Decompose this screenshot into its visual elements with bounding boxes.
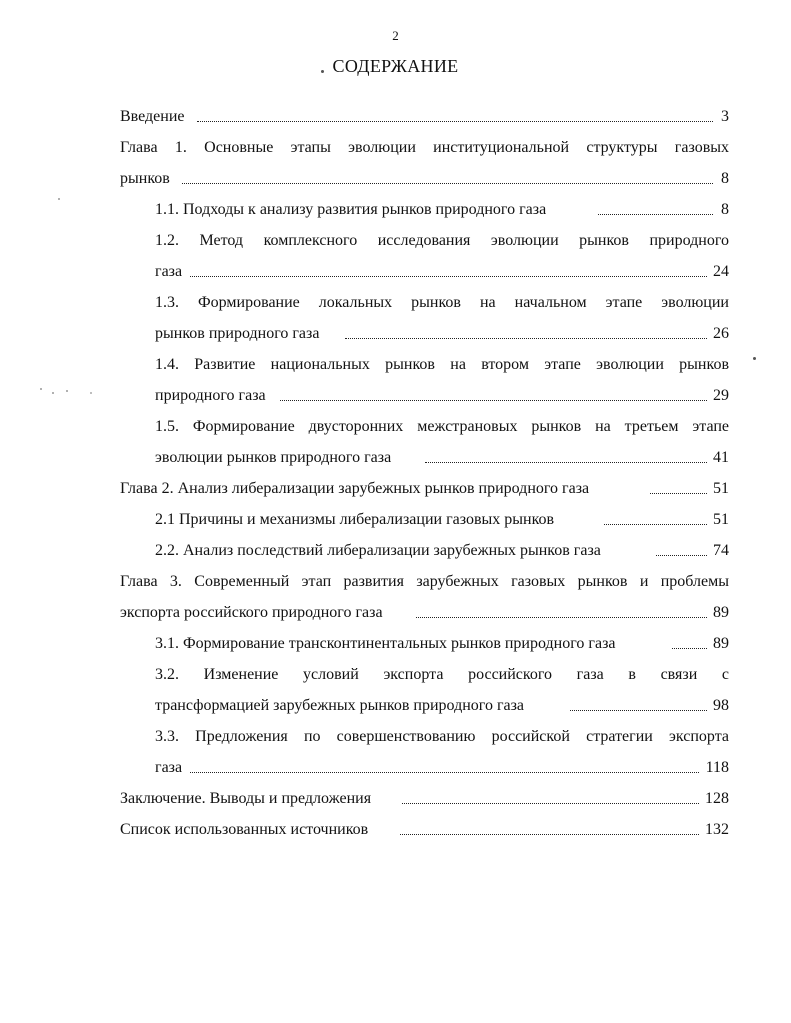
- toc-entry-page: 118: [705, 759, 729, 776]
- toc-entry-page: 74: [713, 542, 729, 559]
- toc-entry-page: 8: [721, 170, 729, 187]
- toc-entry-1-2-cont[interactable]: [0, 257, 791, 287]
- scan-speck: [321, 70, 324, 73]
- toc-entry-text: 3.1. Формирование трансконтинентальных рынков природного газа: [155, 635, 616, 652]
- dot-leader: [425, 462, 707, 463]
- toc-entry-text: 1.3. Формирование локальных рынков на начальном этапе эволюции: [155, 294, 729, 311]
- toc-entry-page: 41: [713, 449, 729, 466]
- scan-speck: [66, 390, 68, 392]
- toc-entry-1-3[interactable]: [0, 288, 791, 318]
- toc-entry-text: Введение: [120, 108, 185, 125]
- toc-entry-1-2[interactable]: [0, 226, 791, 256]
- dot-leader: [650, 493, 707, 494]
- toc-entry-3-3-cont[interactable]: [0, 753, 791, 783]
- toc-entry-page: 132: [705, 821, 729, 838]
- toc-entry-text: 1.5. Формирование двусторонних межстрановых рынков на третьем этапе: [155, 418, 729, 435]
- scan-speck: [40, 388, 42, 390]
- toc-entry-1-5-cont[interactable]: [0, 443, 791, 473]
- dot-leader: [604, 524, 707, 525]
- toc-entry-text: 3.3. Предложения по совершенствованию российской стратегии экспорта: [155, 728, 729, 745]
- toc-entry-text: природного газа: [155, 387, 266, 404]
- toc-entry-page: 26: [713, 325, 729, 342]
- scan-speck: [58, 198, 60, 200]
- toc-entry-conclusion[interactable]: [0, 784, 791, 814]
- dot-leader: [345, 338, 707, 339]
- toc-entry-text: эволюции рынков природного газа: [155, 449, 392, 466]
- toc-entry-text: Глава 2. Анализ либерализации зарубежных рынков природного газа: [120, 480, 590, 497]
- toc-entry-text: газа: [155, 759, 183, 776]
- toc-entry-1-4[interactable]: [0, 350, 791, 380]
- dot-leader: [190, 276, 707, 277]
- toc-entry-page: 51: [713, 511, 729, 528]
- toc-entry-2-1[interactable]: [0, 505, 791, 535]
- toc-entry-2-2[interactable]: [0, 536, 791, 566]
- dot-leader: [656, 555, 707, 556]
- toc-entry-3-2-cont[interactable]: [0, 691, 791, 721]
- dot-leader: [598, 214, 713, 215]
- toc-entry-text: Список использованных источников: [120, 821, 369, 838]
- toc-entry-1-5[interactable]: [0, 412, 791, 442]
- toc-entry-text: экспорта российского природного газа: [120, 604, 383, 621]
- toc-entry-introduction[interactable]: [0, 102, 791, 132]
- toc-entry-page: 89: [713, 604, 729, 621]
- toc-entry-1-1[interactable]: [0, 195, 791, 225]
- toc-entry-text: 2.1 Причины и механизмы либерализации газовых рынков: [155, 511, 555, 528]
- dot-leader: [190, 772, 699, 773]
- page-number: 2: [392, 28, 399, 43]
- toc-entry-1-3-cont[interactable]: [0, 319, 791, 349]
- toc-entry-3-3[interactable]: [0, 722, 791, 752]
- dot-leader: [402, 803, 699, 804]
- toc-entry-chapter-3-cont[interactable]: [0, 598, 791, 628]
- toc-entry-page: 3: [721, 108, 729, 125]
- toc-entry-page: 89: [713, 635, 729, 652]
- toc-entry-page: 51: [713, 480, 729, 497]
- scan-speck: [52, 392, 54, 394]
- toc-entry-chapter-2[interactable]: [0, 474, 791, 504]
- toc-entry-page: 8: [721, 201, 729, 218]
- toc-entry-text: Глава 1. Основные этапы эволюции институциональной структуры газовых: [120, 139, 729, 156]
- toc-entry-text: трансформацией зарубежных рынков природного газа: [155, 697, 525, 714]
- scan-speck: [753, 357, 756, 360]
- toc-entry-chapter-3[interactable]: [0, 567, 791, 597]
- toc-entry-page: 24: [713, 263, 729, 280]
- toc-entry-text: рынков природного газа: [155, 325, 320, 342]
- dot-leader: [672, 648, 707, 649]
- scan-speck: [90, 392, 92, 394]
- toc-entry-page: 128: [705, 790, 729, 807]
- toc-entry-3-1[interactable]: [0, 629, 791, 659]
- toc-entry-text: 1.2. Метод комплексного исследования эволюции рынков природного: [155, 232, 729, 249]
- dot-leader: [182, 183, 713, 184]
- toc-entry-text: 2.2. Анализ последствий либерализации зарубежных рынков газа: [155, 542, 601, 559]
- dot-leader: [416, 617, 707, 618]
- toc-entry-page: 98: [713, 697, 729, 714]
- toc-entry-chapter-1-cont[interactable]: [0, 164, 791, 194]
- toc-entry-1-4-cont[interactable]: [0, 381, 791, 411]
- toc-entry-text: газа: [155, 263, 183, 280]
- toc-entry-page: 29: [713, 387, 729, 404]
- toc-entry-text: 1.4. Развитие национальных рынков на втором этапе эволюции рынков: [155, 356, 729, 373]
- dot-leader: [400, 834, 699, 835]
- dot-leader: [280, 400, 707, 401]
- document-title: СОДЕРЖАНИЕ: [332, 56, 459, 76]
- toc-entry-chapter-1[interactable]: [0, 133, 791, 163]
- toc-entry-text: рынков: [120, 170, 170, 187]
- dot-leader: [197, 121, 713, 122]
- toc-entry-text: Глава 3. Современный этап развития зарубежных газовых рынков и проблемы: [120, 573, 729, 590]
- toc-entry-text: 3.2. Изменение условий экспорта российского газа в связи с: [155, 666, 729, 683]
- toc-entry-text: Заключение. Выводы и предложения: [120, 790, 372, 807]
- toc-entry-references[interactable]: [0, 815, 791, 845]
- toc-entry-text: 1.1. Подходы к анализу развития рынков природного газа: [155, 201, 547, 218]
- dot-leader: [570, 710, 707, 711]
- toc-entry-3-2[interactable]: [0, 660, 791, 690]
